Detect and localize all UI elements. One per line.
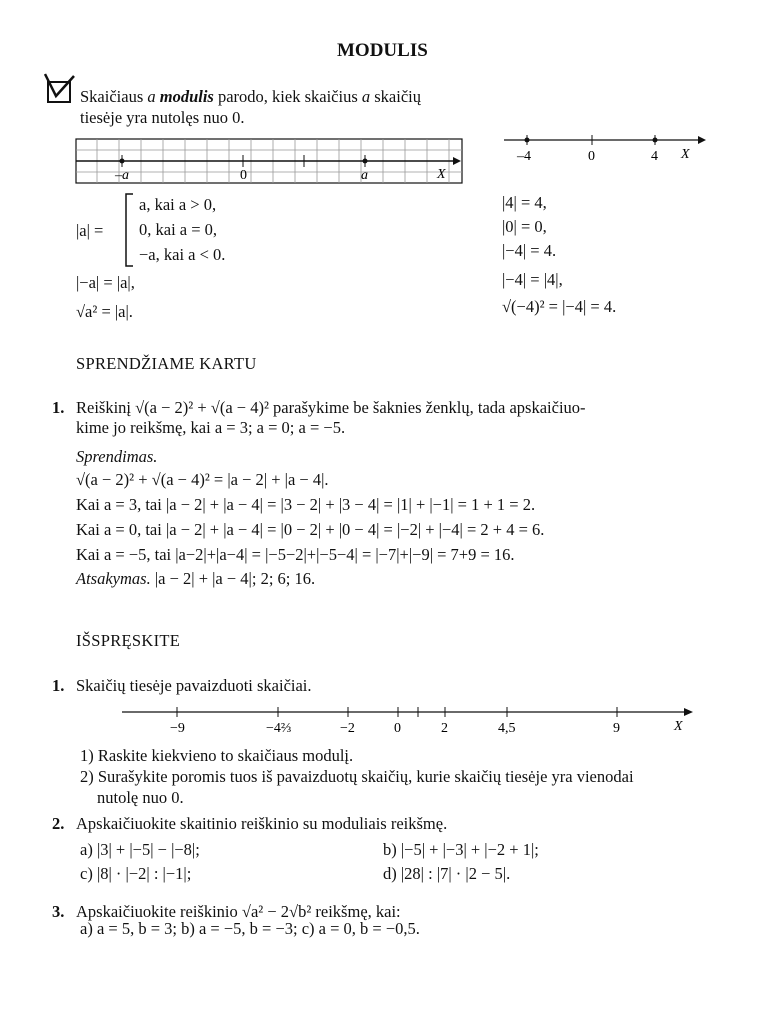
axis-label-x: X <box>681 147 690 162</box>
tick-label-a: a <box>361 168 368 183</box>
number-line-grid <box>75 138 465 186</box>
answer-line: Atsakymas. |a − 2| + |a − 4|; 2; 6; 16. <box>76 569 316 588</box>
case-positive: a, kai a > 0, <box>139 195 217 214</box>
checkbox-icon <box>44 72 78 106</box>
axis-label-x: X <box>674 719 683 734</box>
abs-neg-identity: |−a| = |a|, <box>76 273 135 292</box>
example-abs-neg4: |−4| = 4. <box>502 241 557 260</box>
sqrt-identity: √a² = |a|. <box>76 302 133 321</box>
example-sqrt: √(−4)² = |−4| = 4. <box>502 297 617 316</box>
task-3-text: Apskaičiuokite reiškinio √a² − 2√b² reikšmę, kai: <box>76 902 401 921</box>
task-2-part-d: d) |28| : |7| · |2 − 5|. <box>383 864 511 883</box>
abs-lhs: |a| = <box>76 221 104 240</box>
task-2-part-c: c) |8| · |−2| : |−1|; <box>80 864 192 883</box>
tick-label-neg4: –4 <box>517 149 531 164</box>
tick-label-neg4-2-3: −4⅔ <box>266 721 292 736</box>
solution-label: Sprendimas. <box>76 447 158 466</box>
section-heading-together: SPRENDŽIAME KARTU <box>76 354 257 373</box>
task-1-question-2b: nutolę nuo 0. <box>97 788 184 807</box>
task-1-number: 1. <box>52 676 65 695</box>
solution-step-3: Kai a = 0, tai |a − 2| + |a − 4| = |0 − 2| + |0 − 4| = |−2| + |−4| = 2 + 4 = 6. <box>76 520 545 539</box>
case-zero: 0, kai a = 0, <box>139 220 218 239</box>
task-3-number: 3. <box>52 902 65 921</box>
axis-label-x: X <box>437 167 446 182</box>
tick-label-0: 0 <box>588 149 595 164</box>
tick-label-neg-a: –a <box>115 168 129 183</box>
solution-step-4: Kai a = −5, tai |a−2|+|a−4| = |−5−2|+|−5−4| = |−7|+|−9| = 7+9 = 16. <box>76 545 515 564</box>
definition-line-1: Skaičiaus a modulis parodo, kiek skaičius a skaičių <box>80 87 421 106</box>
page-title: MODULIS <box>337 40 428 61</box>
task-2-part-b: b) |−5| + |−3| + |−2 + 1|; <box>383 840 539 859</box>
task-2-number: 2. <box>52 814 65 833</box>
task-2-text: Apskaičiuokite skaitinio reiškinio su moduliais reikšmę. <box>76 814 448 833</box>
tick-label-2: 2 <box>441 721 448 736</box>
number-line-example <box>500 128 710 168</box>
definition-line-2: tiesėje yra nutolęs nuo 0. <box>80 108 245 127</box>
example-abs-0: |0| = 0, <box>502 217 547 236</box>
example-number: 1. <box>52 398 65 417</box>
task-2-part-a: a) |3| + |−5| − |−8|; <box>80 840 200 859</box>
solution-step-2: Kai a = 3, tai |a − 2| + |a − 4| = |3 − 2| + |3 − 4| = |1| + |−1| = 1 + 1 = 2. <box>76 495 536 514</box>
tick-label-9: 9 <box>613 721 620 736</box>
case-negative: −a, kai a < 0. <box>139 245 226 264</box>
section-heading-solve: IŠSPRĘSKITE <box>76 631 181 650</box>
example-equal-abs: |−4| = |4|, <box>502 270 563 289</box>
number-line-task <box>118 700 698 742</box>
example-abs-4: |4| = 4, <box>502 193 547 212</box>
task-1-question-2a: 2) Surašykite poromis tuos iš pavaizduotų skaičių, kurie skaičių tiesėje yra vienodai <box>80 767 634 786</box>
tick-label-neg2: −2 <box>340 721 355 736</box>
task-1-question-1: 1) Raskite kiekvieno to skaičiaus modulį. <box>80 746 354 765</box>
tick-label-4-5: 4,5 <box>498 721 516 736</box>
example-statement-2: kime jo reikšmę, kai a = 3; a = 0; a = −5. <box>76 418 346 437</box>
example-statement-1: Reiškinį √(a − 2)² + √(a − 4)² parašykime be šaknies ženklų, tada apskaičiuo- <box>76 398 586 417</box>
solution-step-1: √(a − 2)² + √(a − 4)² = |a − 2| + |a − 4|. <box>76 470 329 489</box>
task-3-parts: a) a = 5, b = 3; b) a = −5, b = −3; c) a = 0, b = −0,5. <box>80 919 420 938</box>
tick-label-neg9: −9 <box>170 721 185 736</box>
tick-label-0: 0 <box>394 721 401 736</box>
tick-label-0: 0 <box>240 168 247 183</box>
task-1-text: Skaičių tiesėje pavaizduoti skaičiai. <box>76 676 312 695</box>
tick-label-4: 4 <box>651 149 658 164</box>
left-bracket <box>121 192 137 268</box>
